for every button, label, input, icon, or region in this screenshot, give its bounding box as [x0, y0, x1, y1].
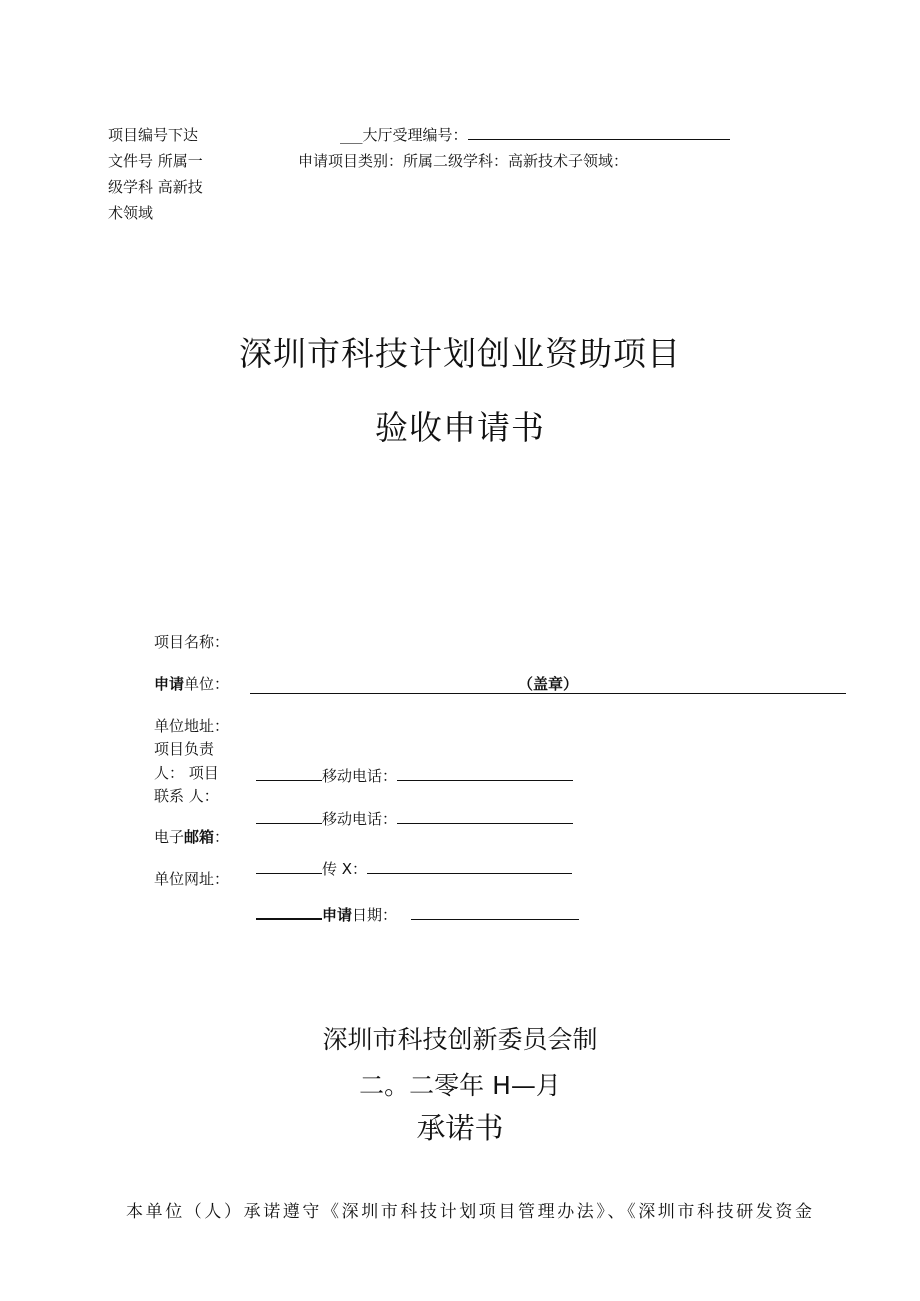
fax-label: 传 X：: [322, 860, 368, 878]
pledge-text: 本单位（人）承诺遵守《深圳市科技计划项目管理办法》、《深圳市科技研发资金: [126, 1202, 815, 1222]
issue-date: 二。二零年 H—月: [359, 1071, 561, 1100]
website-field[interactable]: [256, 902, 322, 920]
header-left-line-3: 级学科 高新技: [108, 178, 203, 196]
leader-label-line-2: 人： 项目: [154, 764, 219, 782]
email-label-c: ：: [214, 828, 230, 846]
email-label-a: 电子: [154, 828, 185, 846]
document-title-line-2: 验收申请书: [375, 408, 545, 447]
leader-mobile-field[interactable]: [397, 764, 573, 781]
fax-field[interactable]: [367, 857, 572, 874]
project-name-label: 项目名称：: [154, 633, 230, 651]
leader-label-line-1: 项目负责: [154, 740, 215, 758]
contact-mobile-field[interactable]: [397, 807, 573, 824]
applicant-label-a: 申请: [154, 675, 185, 693]
hall-number-label: 大厅受理编号：: [362, 126, 468, 144]
address-label: 单位地址：: [154, 717, 230, 735]
header-left-line-1: 项目编号下达: [108, 126, 199, 144]
apply-date-field[interactable]: [411, 903, 579, 920]
apply-date-label-b: 日期：: [352, 906, 398, 924]
contact-label: 联系 人：: [154, 787, 219, 805]
contact-name-field[interactable]: [256, 807, 322, 824]
document-title-line-1: 深圳市科技计划创业资助项目: [239, 334, 681, 373]
leader-name-field[interactable]: [256, 764, 322, 781]
hall-number-field[interactable]: [468, 123, 730, 140]
leader-mobile-label: 移动电话：: [322, 767, 398, 785]
applicant-label-b: 单位：: [184, 675, 230, 693]
email-label: [154, 826, 229, 847]
issuing-organization: 深圳市科技创新委员会制: [322, 1025, 598, 1054]
apply-date-row: [256, 902, 579, 925]
header-left-line-4: 术领域: [108, 204, 154, 222]
hall-number-prefix: ___: [340, 126, 363, 144]
hall-number-row: [340, 122, 730, 148]
seal-text: （盖章）: [517, 675, 578, 693]
apply-date-label-a: 申请: [322, 906, 353, 924]
website-label: 单位网址：: [154, 870, 230, 888]
leader-mobile-row: [256, 764, 573, 786]
fax-row: [256, 857, 572, 879]
category-row: 申请项目类别：所属二级学科：高新技术子领域：: [298, 152, 629, 170]
project-number-block: [108, 122, 203, 226]
pledge-title: 承诺书: [416, 1111, 504, 1145]
email-field[interactable]: [256, 857, 322, 874]
header-left-line-2: 文件号 所属一: [108, 152, 203, 170]
contact-mobile-label: 移动电话：: [322, 810, 398, 828]
contact-mobile-row: [256, 807, 573, 829]
email-label-b: 邮箱: [184, 828, 215, 846]
